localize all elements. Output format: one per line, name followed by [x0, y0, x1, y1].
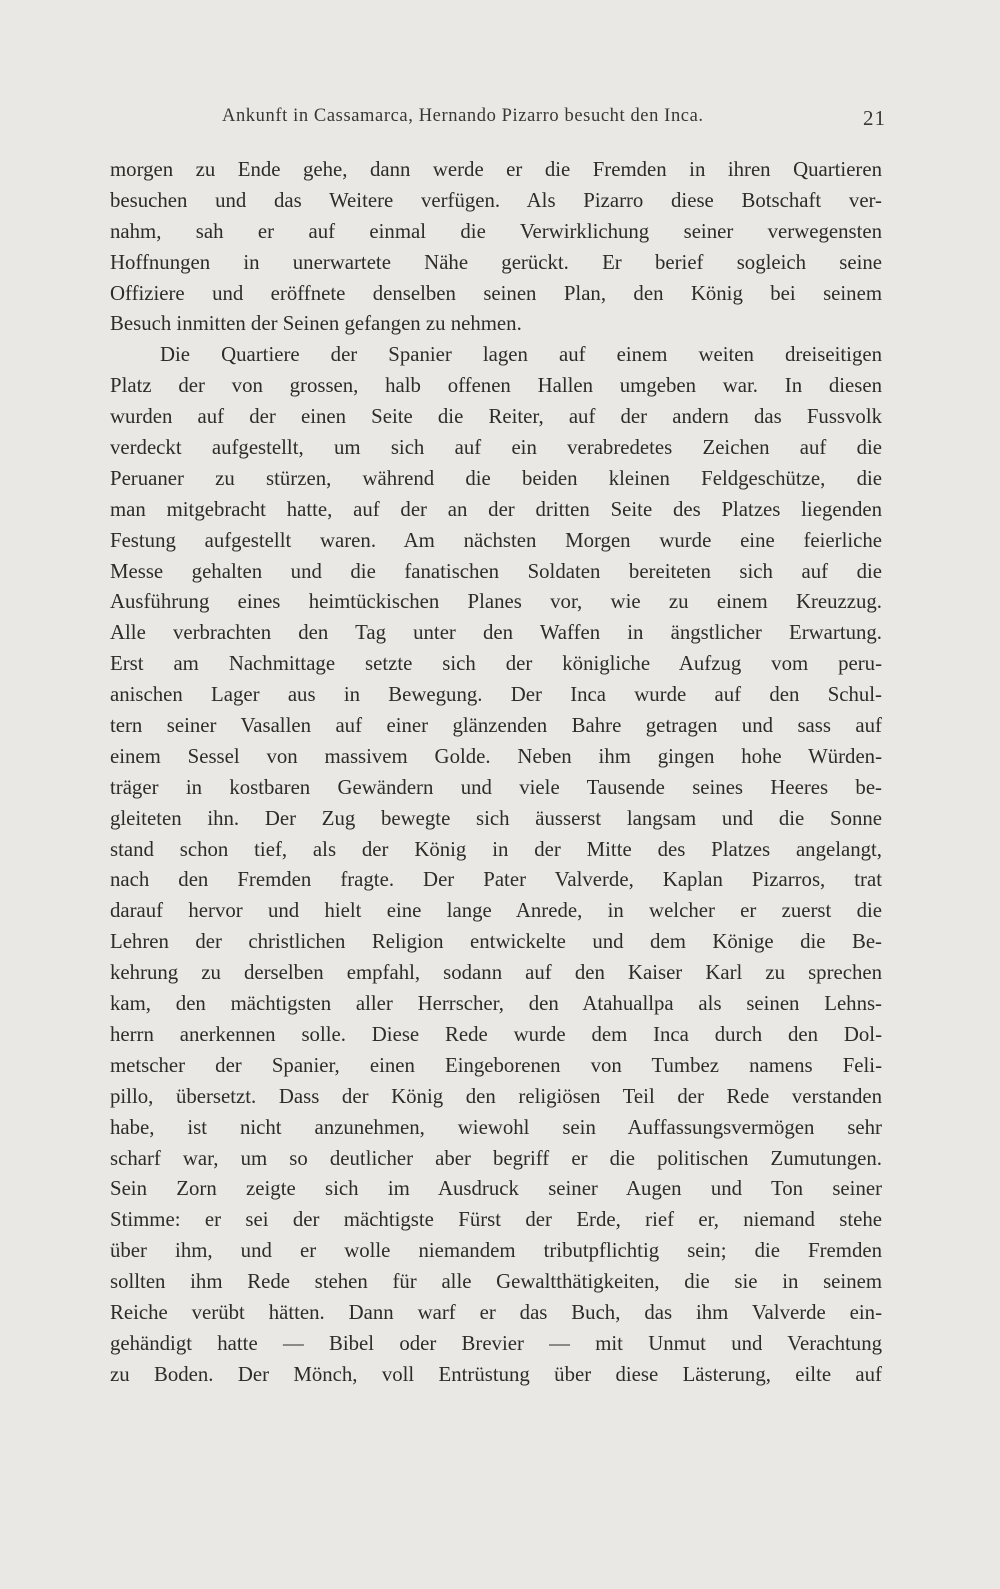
text-line: wurden auf der einen Seite die Reiter, auf der andern das Fussvolk — [110, 405, 882, 429]
text-line: besuchen und das Weitere verfügen. Als Pizarro diese Botschaft ver- — [110, 188, 882, 212]
text-line: habe, ist nicht anzunehmen, wiewohl sein Auffassungsvermögen sehr — [110, 1115, 882, 1139]
body-text — [110, 155, 882, 1391]
text-line: gleiteten ihn. Der Zug bewegte sich äusserst langsam und die Sonne — [110, 806, 882, 830]
text-line: einem Sessel von massivem Golde. Neben ihm gingen hohe Würden- — [110, 744, 882, 768]
text-line: anischen Lager aus in Bewegung. Der Inca wurde auf den Schul- — [110, 683, 882, 707]
running-head-title: Ankunft in Cassamarca, Hernando Pizarro besucht den Inca. — [222, 106, 704, 126]
page-number: 21 — [863, 106, 886, 130]
text-line: metscher der Spanier, einen Eingeborenen von Tumbez namens Feli- — [110, 1053, 882, 1077]
text-line: Messe gehalten und die fanatischen Soldaten bereiteten sich auf die — [110, 559, 882, 583]
text-line: Ausführung eines heimtückischen Planes vor, wie zu einem Kreuzzug. — [110, 590, 882, 614]
text-line: man mitgebracht hatte, auf der an der dritten Seite des Platzes liegenden — [110, 497, 882, 521]
text-line: herrn anerkennen solle. Diese Rede wurde dem Inca durch den Dol- — [110, 1022, 882, 1046]
text-line: Offiziere und eröffnete denselben seinen Plan, den König bei seinem — [110, 281, 882, 305]
text-line: Die Quartiere der Spanier lagen auf einem weiten dreiseitigen — [160, 343, 882, 367]
text-line: zu Boden. Der Mönch, voll Entrüstung über diese Lästerung, eilte auf — [110, 1362, 882, 1386]
text-line: Lehren der christlichen Religion entwickelte und dem Könige die Be- — [110, 930, 882, 954]
text-line: über ihm, und er wolle niemandem tributpflichtig sein; die Fremden — [110, 1239, 882, 1263]
text-line: Festung aufgestellt waren. Am nächsten Morgen wurde eine feierliche — [110, 528, 882, 552]
text-line: morgen zu Ende gehe, dann werde er die Fremden in ihren Quartieren — [110, 158, 882, 181]
text-line: Platz der von grossen, halb offenen Hallen umgeben war. In diesen — [110, 374, 882, 398]
text-line: tern seiner Vasallen auf einer glänzenden Bahre getragen und sass auf — [110, 714, 882, 738]
text-line: kam, den mächtigsten aller Herrscher, den Atahuallpa als seinen Lehns- — [110, 992, 882, 1016]
text-line: kehrung zu derselben empfahl, sodann auf den Kaiser Karl zu sprechen — [110, 961, 882, 985]
text-line: darauf hervor und hielt eine lange Anrede, in welcher er zuerst die — [110, 899, 882, 923]
text-line: träger in kostbaren Gewändern und viele Tausende seines Heeres be- — [110, 775, 882, 799]
text-line: Hoffnungen in unerwartete Nähe gerückt. Er berief sogleich seine — [110, 250, 882, 274]
text-line: verdeckt aufgestellt, um sich auf ein verabredetes Zeichen auf die — [110, 436, 882, 460]
text-line: Alle verbrachten den Tag unter den Waffen in ängstlicher Erwartung. — [110, 621, 882, 645]
text-line: Erst am Nachmittage setzte sich der königliche Aufzug vom peru- — [110, 652, 882, 676]
text-line: sollten ihm Rede stehen für alle Gewaltthätigkeiten, die sie in seinem — [110, 1270, 882, 1294]
text-line: Stimme: er sei der mächtigste Fürst der Erde, rief er, niemand stehe — [110, 1208, 882, 1232]
text-line: stand schon tief, als der König in der Mitte des Platzes angelangt, — [110, 837, 882, 861]
text-line: Peruaner zu stürzen, während die beiden kleinen Feldgeschütze, die — [110, 466, 882, 490]
running-head — [110, 106, 886, 136]
text-line: Sein Zorn zeigte sich im Ausdruck seiner Augen und Ton seiner — [110, 1177, 882, 1201]
text-line: nahm, sah er auf einmal die Verwirklichung seiner verwegensten — [110, 219, 882, 243]
text-line: Reiche verübt hätten. Dann warf er das Buch, das ihm Valverde ein- — [110, 1300, 882, 1324]
text-line: Besuch inmitten der Seinen gefangen zu nehmen. — [110, 312, 522, 336]
text-line: pillo, übersetzt. Dass der König den religiösen Teil der Rede verstanden — [110, 1084, 882, 1108]
text-line: scharf war, um so deutlicher aber begriff er die politischen Zumutungen. — [110, 1146, 882, 1170]
text-line: gehändigt hatte — Bibel oder Brevier — mit Unmut und Verachtung — [110, 1331, 882, 1355]
text-line: nach den Fremden fragte. Der Pater Valverde, Kaplan Pizarros, trat — [110, 868, 882, 892]
